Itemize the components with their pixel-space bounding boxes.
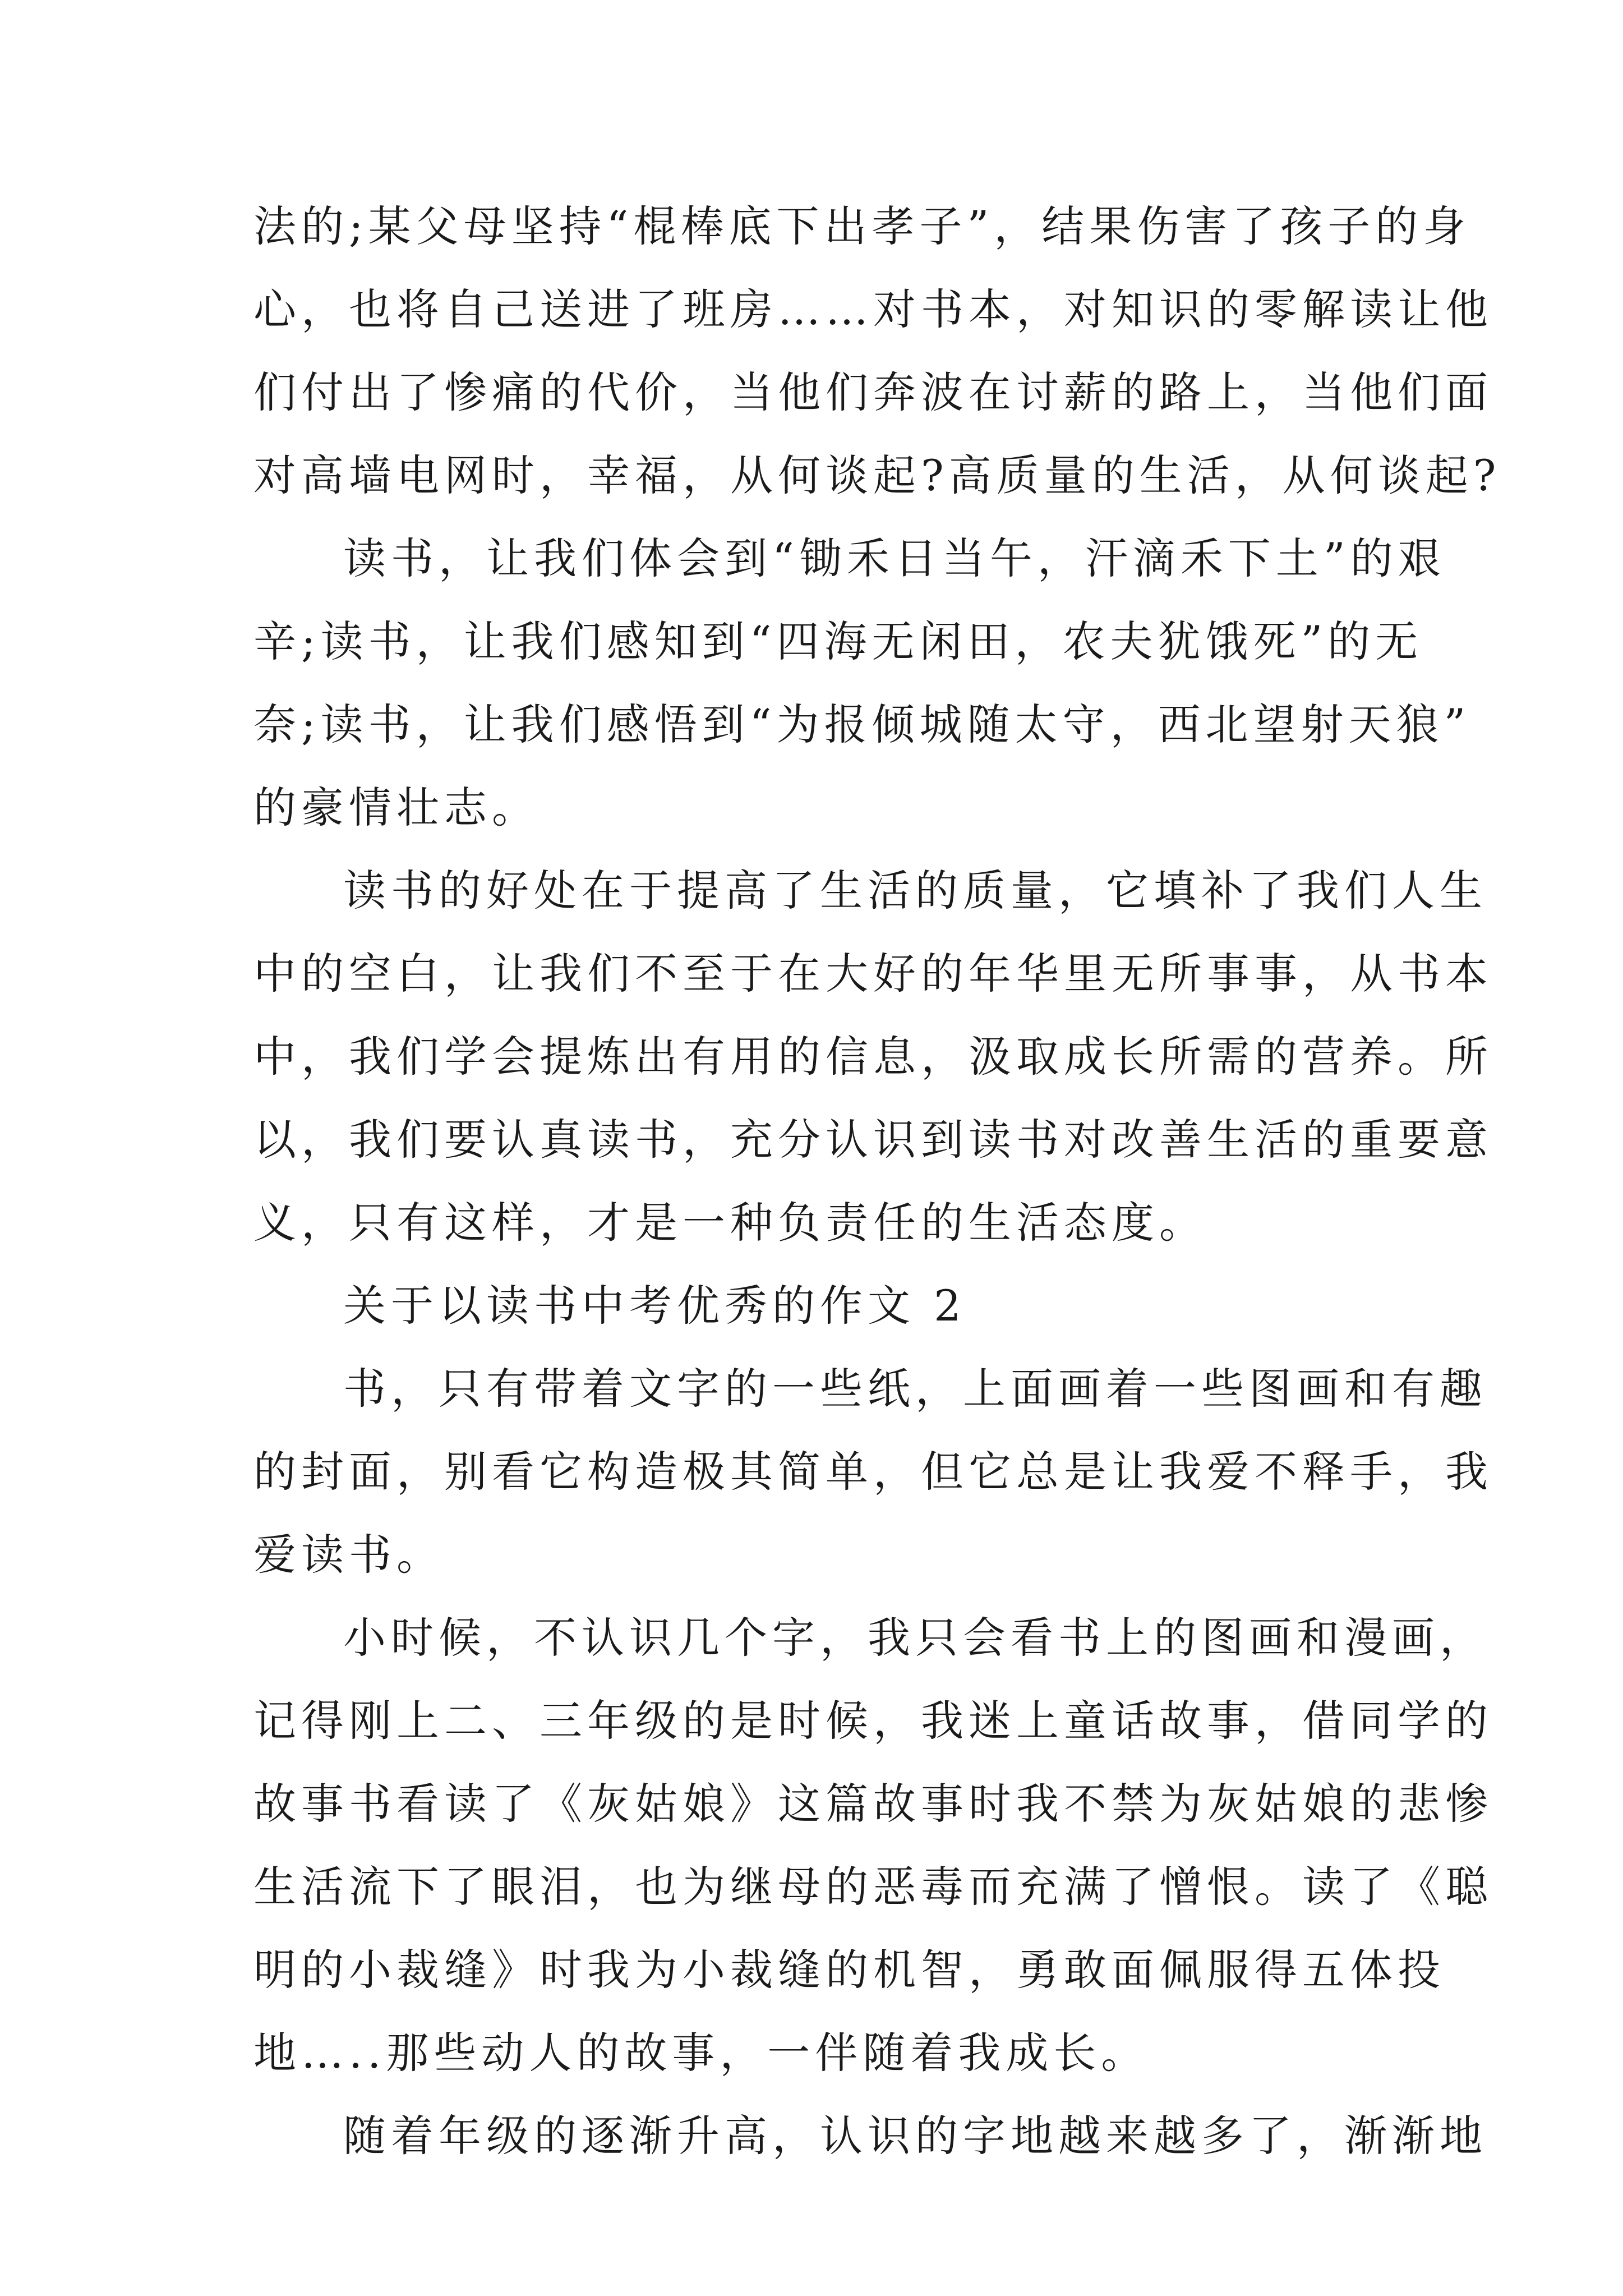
text-line: 的豪情壮志。 — [253, 783, 540, 832]
paragraph-start-line: 书，只有带着文字的一些纸，上面画着一些图画和有趣 — [343, 1364, 1487, 1414]
paragraph-start-line: 读书，让我们体会到“锄禾日当午，汗滴禾下土”的艰 — [343, 533, 1446, 583]
text-line: 中的空白，让我们不至于在大好的年华里无所事事，从书本 — [253, 949, 1493, 999]
text-line: 法的;某父母坚持“棍棒底下出孝子”，结果伤害了孩子的身 — [253, 201, 1471, 251]
paragraph-start-line: 读书的好处在于提高了生活的质量，它填补了我们人生 — [343, 866, 1487, 915]
text-line: 生活流下了眼泪，也为继母的恶毒而充满了憎恨。读了《聪 — [253, 1862, 1493, 1912]
text-line: 爱读书。 — [253, 1530, 444, 1580]
text-line: 记得刚上二、三年级的是时候，我迷上童话故事，借同学的 — [253, 1696, 1493, 1746]
text-line: 地…..那些动人的故事，一伴随着我成长。 — [253, 2028, 1149, 2078]
paragraph-start-line: 小时候，不认识几个字，我只会看书上的图画和漫画， — [343, 1613, 1487, 1663]
document-body — [253, 185, 1501, 2178]
text-line: 明的小裁缝》时我为小裁缝的机智，勇敢面佩服得五体投 — [253, 1945, 1445, 1995]
text-line: 辛;读书，让我们感知到“四海无闲田，农夫犹饿死”的无 — [253, 616, 1423, 666]
text-line: 们付出了惨痛的代价，当他们奔波在讨薪的路上，当他们面 — [253, 367, 1493, 417]
paragraph-start-line: 随着年级的逐渐升高，认识的字地越来越多了，渐渐地 — [343, 2111, 1487, 2161]
text-line: 心，也将自己送进了班房……对书本，对知识的零解读让他 — [253, 284, 1493, 334]
text-line: 中，我们学会提炼出有用的信息，汲取成长所需的营养。所 — [253, 1032, 1493, 1082]
text-line: 义，只有这样，才是一种负责任的生活态度。 — [253, 1198, 1207, 1248]
text-line: 奈;读书，让我们感悟到“为报倾城随太守，西北望射天狼” — [253, 700, 1471, 749]
essay-heading: 关于以读书中考优秀的作文 2 — [343, 1281, 966, 1331]
text-line: 以，我们要认真读书，充分认识到读书对改善生活的重要意 — [253, 1115, 1493, 1165]
text-line: 对高墙电网时，幸福，从何谈起?高质量的生活，从何谈起? — [253, 450, 1501, 500]
text-line: 的封面，别看它构造极其简单，但它总是让我爱不释手，我 — [253, 1447, 1493, 1497]
text-line: 故事书看读了《灰姑娘》这篇故事时我不禁为灰姑娘的悲惨 — [253, 1779, 1493, 1829]
